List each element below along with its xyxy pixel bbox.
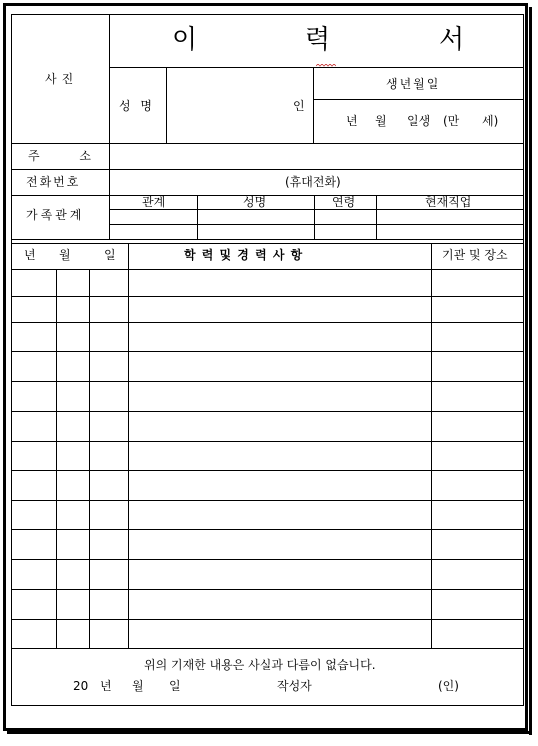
phone-value: (휴대전화)	[285, 175, 341, 189]
history-header-month: 월	[59, 248, 71, 262]
birth-year: 년	[346, 114, 358, 128]
family-header-relation: 관계	[142, 195, 166, 209]
spellcheck-squiggle	[316, 64, 336, 67]
title-char-2: 력	[305, 25, 331, 55]
seal-mark: 인	[293, 99, 305, 113]
family-header-name: 성명	[243, 195, 267, 209]
address-label: 주 소	[28, 149, 109, 163]
history-header-day: 일	[104, 248, 116, 262]
footer-statement: 위의 기재한 내용은 사실과 다름이 없습니다.	[144, 658, 376, 672]
sheet-shadow-right	[529, 7, 532, 735]
history-header-org: 기관 및 장소	[442, 248, 508, 262]
footer-year-prefix: 20	[73, 679, 89, 693]
title-char-3: 서	[439, 25, 465, 55]
footer-seal: (인)	[438, 679, 459, 693]
footer-day: 일	[169, 679, 181, 693]
history-header-year: 년	[24, 248, 36, 262]
title-char-1: 이	[172, 25, 198, 55]
family-header-job: 현재직업	[425, 195, 472, 209]
footer-year: 년	[100, 679, 112, 693]
age-open: (만	[443, 114, 460, 128]
history-header-content: 학 력 및 경 력 사 항	[184, 248, 304, 262]
family-header-age: 연령	[332, 195, 356, 209]
family-label: 가족관계	[26, 208, 85, 222]
photo-label: 사진	[45, 72, 79, 86]
birth-month: 월	[375, 114, 387, 128]
birth-label: 생년월일	[386, 77, 441, 91]
sheet-shadow-bottom	[7, 731, 532, 734]
birth-day: 일생	[407, 114, 431, 128]
resume-form-grid	[11, 14, 524, 706]
age-close: 세)	[482, 114, 499, 128]
phone-label: 전화번호	[26, 175, 81, 189]
footer-author: 작성자	[277, 679, 312, 693]
footer-month: 월	[132, 679, 144, 693]
name-label: 성 명	[119, 99, 155, 113]
